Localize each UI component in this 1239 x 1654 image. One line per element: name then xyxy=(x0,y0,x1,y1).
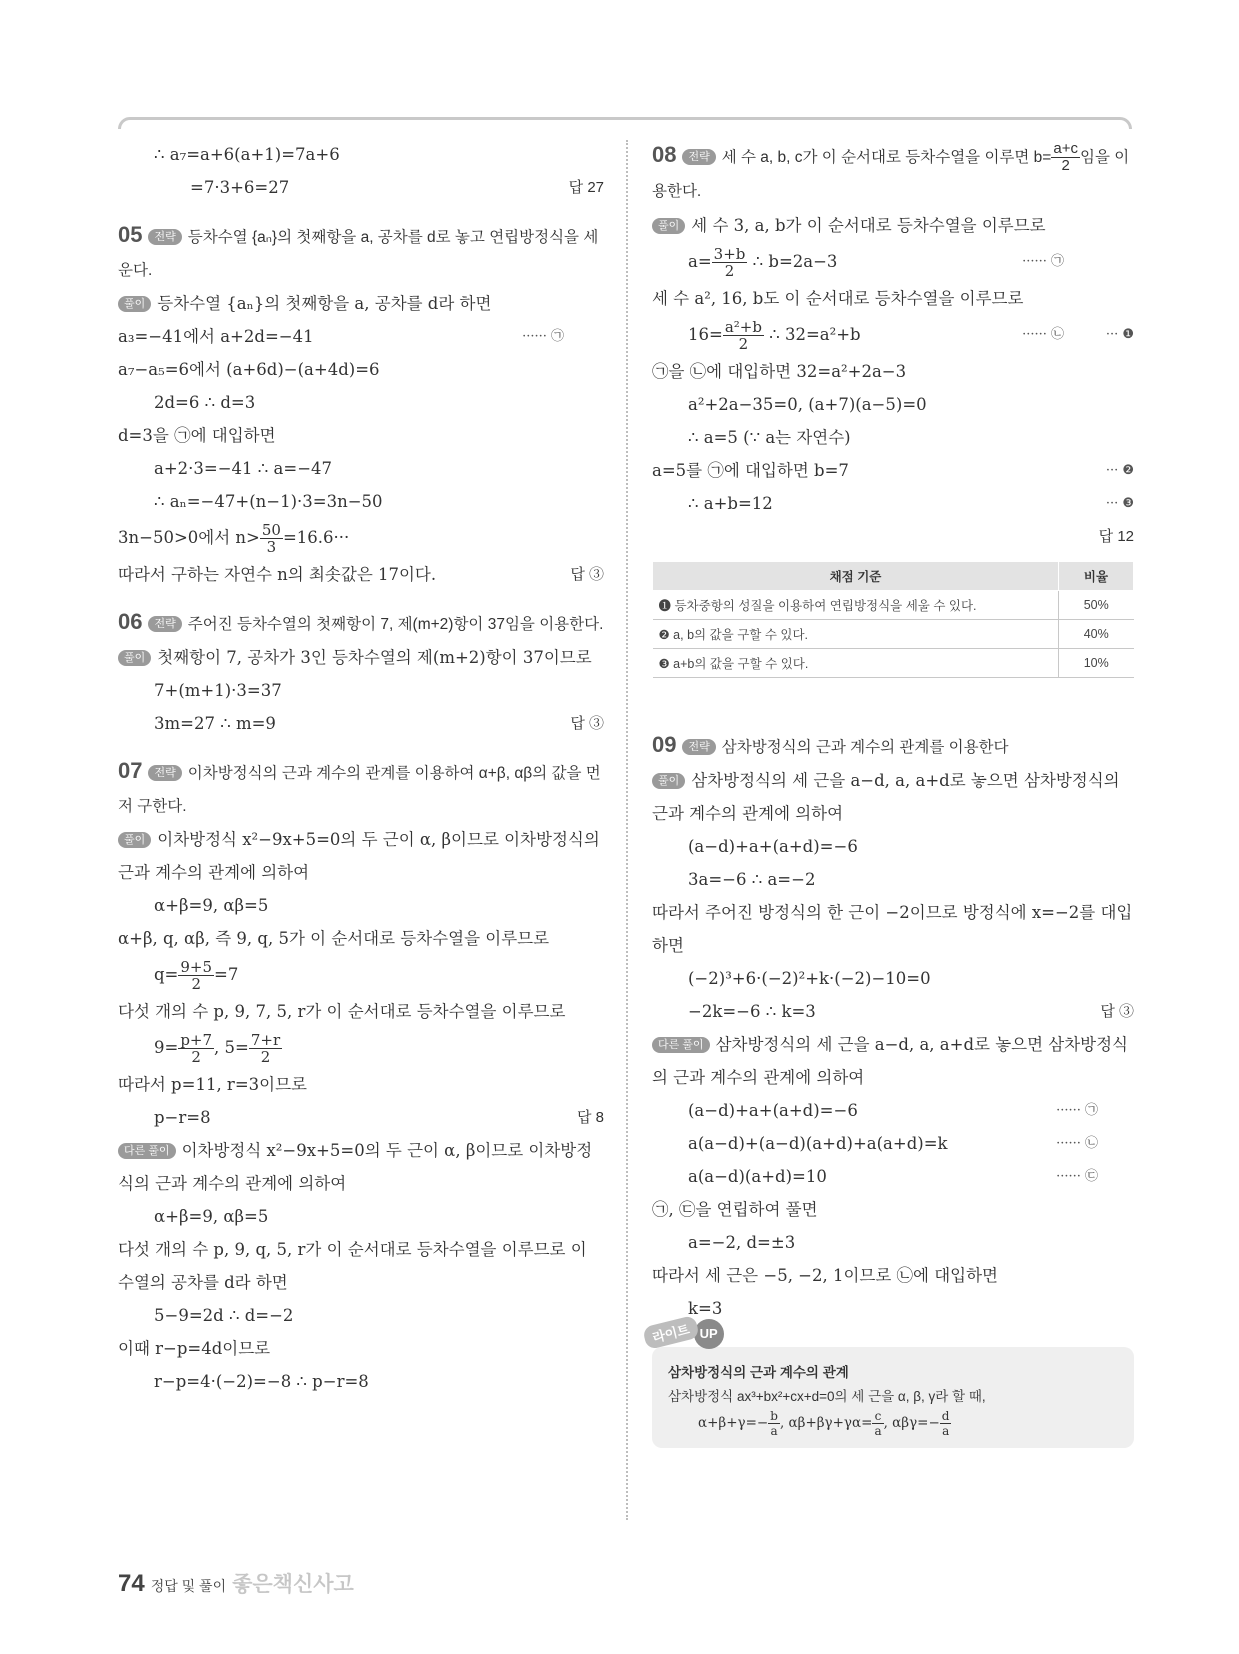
text: α+β=9, αβ=5 xyxy=(154,896,269,915)
text: −2k=−6 ∴ k=3 xyxy=(688,1002,816,1021)
column-header: 채점 기준 xyxy=(653,562,1059,591)
text: 다섯 개의 수 p, 9, 7, 5, r가 이 순서대로 등차수열을 이루므로 xyxy=(118,1002,566,1021)
tip-label-badge: UP xyxy=(694,1319,724,1349)
line xyxy=(652,863,1134,896)
line xyxy=(118,955,604,995)
text: 3n−50>0에서 n> xyxy=(118,528,260,547)
line xyxy=(652,520,1134,553)
line xyxy=(118,171,604,204)
text: a=−2, d=±3 xyxy=(688,1233,796,1252)
line xyxy=(118,922,604,955)
tip-label-text: 라이트 xyxy=(642,1315,700,1350)
watermark: 좋은책신사고 xyxy=(232,1573,354,1596)
text: a=5를 ㉠에 대입하면 b=7 xyxy=(652,461,849,480)
line xyxy=(118,1101,604,1134)
line xyxy=(652,1259,1134,1292)
numerator: 7+r xyxy=(250,1031,281,1049)
line xyxy=(652,487,1134,520)
line xyxy=(652,421,1134,454)
problem-08-strategy xyxy=(652,138,1134,209)
text: 삼차방정식의 세 근을 a−d, a, a+d로 놓으면 삼차방정식의 근과 계수의 관계에 의하여 xyxy=(652,1035,1128,1087)
text: ㉠을 ㉡에 대입하면 32=a²+2a−3 xyxy=(652,362,907,381)
numerator: 9+5 xyxy=(180,958,213,976)
problem-07-strategy xyxy=(118,754,604,823)
text: d=3을 ㉠에 대입하면 xyxy=(118,426,276,445)
text: (a−d)+a+(a+d)=−6 xyxy=(688,837,858,856)
text: ∴ a=5 (∵ a는 자연수) xyxy=(688,428,851,447)
text: ㉠, ㉢을 연립하여 풀면 xyxy=(652,1200,818,1219)
strategy-text: 임을 이용한다. xyxy=(652,149,1130,200)
text: 세 수 a², 16, b도 이 순서대로 등차수열을 이루므로 xyxy=(652,289,1024,308)
equation-label: ······ ㉢ xyxy=(1056,1169,1098,1184)
line xyxy=(118,823,604,889)
text: , αβγ=− xyxy=(883,1415,940,1431)
denominator: 3 xyxy=(266,538,277,556)
numerator: a²+b xyxy=(724,318,762,336)
text: =7 xyxy=(214,965,239,984)
fraction xyxy=(768,1409,780,1438)
text: 7+(m+1)·3=37 xyxy=(154,681,282,700)
text: a(a−d)+(a−d)(a+d)+a(a+d)=k xyxy=(688,1134,948,1153)
tip-box xyxy=(650,1321,1134,1448)
problem-05-strategy xyxy=(118,218,604,287)
table-cell: ❶ 등차중항의 성질을 이용하여 연립방정식을 세울 수 있다. xyxy=(653,591,1059,620)
strategy-tag: 전략 xyxy=(148,765,181,781)
line xyxy=(652,1127,1134,1160)
text: 다섯 개의 수 p, 9, q, 5, r가 이 순서대로 등차수열을 이루므로 이 수열의 공차를 d라 하면 xyxy=(118,1240,587,1292)
fraction xyxy=(178,959,214,992)
line xyxy=(652,282,1134,315)
solution-tag: 풀이 xyxy=(652,218,685,234)
line xyxy=(118,889,604,922)
table-cell: 40% xyxy=(1059,620,1134,649)
text: p−r=8 xyxy=(154,1108,211,1127)
text: α+β, q, αβ, 즉 9, q, 5가 이 순서대로 등차수열을 이루므로 xyxy=(118,929,550,948)
text: 3a=−6 ∴ a=−2 xyxy=(688,870,816,889)
problem-09-strategy xyxy=(652,728,1134,764)
numerator: b xyxy=(770,1409,778,1423)
text: 2d=6 ∴ d=3 xyxy=(154,393,256,412)
fraction xyxy=(249,1032,282,1065)
strategy-text: 등차수열 {aₙ}의 첫째항을 a, 공차를 d로 놓고 연립방정식을 세운다. xyxy=(118,229,599,279)
table-row xyxy=(653,620,1134,649)
line xyxy=(118,386,604,419)
denominator: 2 xyxy=(738,335,749,353)
text: 5−9=2d ∴ d=−2 xyxy=(154,1306,294,1325)
answer-mark: 답 8 xyxy=(577,1109,604,1126)
problem-number: 07 xyxy=(118,758,143,783)
line xyxy=(652,830,1134,863)
line xyxy=(118,1200,604,1233)
line xyxy=(652,1292,1134,1325)
line xyxy=(652,1028,1134,1094)
line xyxy=(118,1028,604,1068)
line xyxy=(118,287,604,320)
line xyxy=(652,1160,1134,1193)
table-cell: 50% xyxy=(1059,591,1134,620)
text: 이때 r−p=4d이므로 xyxy=(118,1339,271,1358)
problem-06-strategy xyxy=(118,605,604,641)
fraction xyxy=(178,1032,214,1065)
fraction xyxy=(260,522,283,555)
line xyxy=(652,1094,1134,1127)
solution-tag: 풀이 xyxy=(652,773,685,789)
text: q= xyxy=(154,965,179,984)
text: 따라서 구하는 자연수 n의 최솟값은 17이다. xyxy=(118,565,437,584)
text: a= xyxy=(688,252,712,271)
denominator: 2 xyxy=(1061,157,1070,175)
line xyxy=(118,452,604,485)
strategy-tag: 전략 xyxy=(148,229,181,245)
text: , 5= xyxy=(214,1038,249,1057)
denominator: 2 xyxy=(191,1048,201,1066)
tip-title: 삼차방정식의 근과 계수의 관계 xyxy=(668,1365,849,1380)
text: ∴ b=2a−3 xyxy=(747,252,838,271)
denominator: 2 xyxy=(260,1048,271,1066)
equation-label: ······ ㉠ xyxy=(522,329,564,344)
line xyxy=(652,764,1134,830)
right-column xyxy=(652,138,1134,1448)
tip-label xyxy=(644,1319,724,1349)
line xyxy=(652,355,1134,388)
answer-mark: 답 27 xyxy=(568,179,604,196)
top-border xyxy=(118,117,1132,129)
grading-table xyxy=(652,561,1134,678)
denominator: a xyxy=(770,1424,778,1438)
text: ∴ aₙ=−47+(n−1)·3=3n−50 xyxy=(154,492,383,511)
text: 삼차방정식의 세 근을 a−d, a, a+d로 놓으면 삼차방정식의 근과 계수의 관계에 의하여 xyxy=(652,771,1120,823)
equation-label: ······ ㉡ xyxy=(1022,327,1064,342)
line xyxy=(118,1068,604,1101)
equation-label: ······ ㉡ xyxy=(1056,1136,1098,1151)
problem-number: 08 xyxy=(652,142,677,167)
score-step-mark: ··· ❷ xyxy=(1105,463,1134,478)
text: r−p=4·(−2)=−8 ∴ p−r=8 xyxy=(154,1372,369,1391)
line xyxy=(652,388,1134,421)
line xyxy=(652,1193,1134,1226)
text: 9= xyxy=(154,1038,179,1057)
strategy-text: 세 수 a, b, c가 이 순서대로 등차수열을 이루면 b= xyxy=(721,149,1052,166)
alt-solution-tag: 다른 풀이 xyxy=(652,1037,710,1053)
solution-tag: 풀이 xyxy=(118,296,151,312)
text: , αβ+βγ+γα= xyxy=(779,1415,873,1431)
problem-number: 06 xyxy=(118,609,143,634)
answer-mark: 답 ③ xyxy=(570,715,604,732)
line xyxy=(118,1365,604,1398)
line xyxy=(652,962,1134,995)
table-cell: ❸ a+b의 값을 구할 수 있다. xyxy=(653,649,1059,678)
strategy-text: 삼차방정식의 근과 계수의 관계를 이용한다 xyxy=(721,739,1009,756)
text: 첫째항이 7, 공차가 3인 등차수열의 제(m+2)항이 37이므로 xyxy=(157,648,592,667)
text: 따라서 p=11, r=3이므로 xyxy=(118,1075,307,1094)
line xyxy=(652,209,1134,242)
numerator: 3+b xyxy=(713,245,746,263)
line xyxy=(118,1233,604,1299)
fraction xyxy=(872,1409,883,1438)
line xyxy=(652,1226,1134,1259)
text: 세 수 3, a, b가 이 순서대로 등차수열을 이루므로 xyxy=(691,216,1046,235)
strategy-text: 주어진 등차수열의 첫째항이 7, 제(m+2)항이 37임을 이용한다. xyxy=(187,616,604,633)
left-column xyxy=(118,138,604,1398)
text: k=3 xyxy=(688,1299,723,1318)
strategy-tag: 전략 xyxy=(682,149,715,165)
line xyxy=(118,641,604,674)
text: 등차수열 {aₙ}의 첫째항을 a, 공차를 d라 하면 xyxy=(157,294,492,313)
fraction xyxy=(712,246,748,279)
strategy-tag: 전략 xyxy=(682,739,715,755)
text: (a−d)+a+(a+d)=−6 xyxy=(688,1101,858,1120)
text: (−2)³+6·(−2)²+k·(−2)−10=0 xyxy=(688,969,931,988)
denominator: 2 xyxy=(191,975,201,993)
text: a₃=−41에서 a+2d=−41 xyxy=(118,327,314,346)
text: a+2·3=−41 ∴ a=−47 xyxy=(154,459,333,478)
text: α+β+γ=− xyxy=(698,1415,769,1431)
table-row xyxy=(653,649,1134,678)
line xyxy=(118,518,604,558)
text: 16= xyxy=(688,325,723,344)
math-line: =7·3+6=27 xyxy=(190,178,290,197)
text: ∴ 32=a²+b xyxy=(763,325,861,344)
problem-number: 05 xyxy=(118,222,143,247)
text: 따라서 세 근은 −5, −2, 1이므로 ㉡에 대입하면 xyxy=(652,1266,998,1285)
column-divider xyxy=(626,140,628,1520)
line xyxy=(118,1134,604,1200)
page-number: 74 xyxy=(118,1570,145,1597)
footer-title: 정답 및 풀이 xyxy=(150,1578,227,1594)
line xyxy=(652,242,1134,282)
answer-mark: 답 ③ xyxy=(570,566,604,583)
solution-tag: 풀이 xyxy=(118,832,151,848)
strategy-text: 이차방정식의 근과 계수의 관계를 이용하여 α+β, αβ의 값을 먼저 구한다. xyxy=(118,765,601,815)
numerator: p+7 xyxy=(180,1031,213,1049)
table-row xyxy=(653,591,1134,620)
text: 따라서 주어진 방정식의 한 근이 −2이므로 방정식에 x=−2를 대입하면 xyxy=(652,903,1133,955)
text: a(a−d)(a+d)=10 xyxy=(688,1167,827,1186)
table-cell: ❷ a, b의 값을 구할 수 있다. xyxy=(653,620,1059,649)
text: ∴ a+b=12 xyxy=(688,494,773,513)
answer-mark: 답 12 xyxy=(1098,528,1134,545)
alt-solution-tag: 다른 풀이 xyxy=(118,1143,176,1159)
line xyxy=(652,315,1134,355)
line xyxy=(118,707,604,740)
text: =16.6··· xyxy=(282,528,350,547)
text: α+β=9, αβ=5 xyxy=(154,1207,269,1226)
text: a₇−a₅=6에서 (a+6d)−(a+4d)=6 xyxy=(118,360,380,379)
answer-mark: 답 ③ xyxy=(1100,1003,1134,1020)
text: a²+2a−35=0, (a+7)(a−5)=0 xyxy=(688,395,927,414)
score-step-mark: ··· ❸ xyxy=(1105,496,1134,511)
text: 이차방정식 x²−9x+5=0의 두 근이 α, β이므로 이차방정식의 근과 계수의 관계에 의하여 xyxy=(118,1141,593,1193)
numerator: c xyxy=(872,1409,883,1424)
score-step-mark: ··· ❶ xyxy=(1105,327,1134,342)
equation-label: ······ ㉠ xyxy=(1022,254,1064,269)
line xyxy=(652,995,1134,1028)
solution-tag: 풀이 xyxy=(118,650,151,666)
fraction xyxy=(1051,141,1080,174)
column-header: 비율 xyxy=(1059,562,1134,591)
equation-label: ······ ㉠ xyxy=(1056,1103,1098,1118)
line xyxy=(652,454,1134,487)
line xyxy=(118,419,604,452)
line xyxy=(118,995,604,1028)
line xyxy=(118,320,604,353)
tip-text: 삼차방정식 ax³+bx²+cx+d=0의 세 근을 α, β, γ라 할 때, xyxy=(668,1389,986,1404)
table-cell: 10% xyxy=(1059,649,1134,678)
fraction xyxy=(940,1409,952,1438)
numerator: 50 xyxy=(261,521,281,539)
line xyxy=(118,138,604,171)
line xyxy=(118,1299,604,1332)
line xyxy=(118,1332,604,1365)
fraction xyxy=(723,319,764,352)
denominator: 2 xyxy=(724,262,735,280)
page-footer xyxy=(118,1568,354,1598)
line xyxy=(118,485,604,518)
line xyxy=(118,558,604,591)
text: 3m=27 ∴ m=9 xyxy=(154,714,276,733)
line xyxy=(652,896,1134,962)
denominator: a xyxy=(942,1424,950,1438)
line xyxy=(118,353,604,386)
table-header-row xyxy=(653,562,1134,591)
numerator: d xyxy=(941,1409,950,1423)
math-line: ∴ a₇=a+6(a+1)=7a+6 xyxy=(154,145,340,164)
text: 이차방정식 x²−9x+5=0의 두 근이 α, β이므로 이차방정식의 근과 계수의 관계에 의하여 xyxy=(118,830,600,882)
tip-formula xyxy=(668,1409,1118,1438)
numerator: a+c xyxy=(1053,140,1078,158)
line xyxy=(118,674,604,707)
strategy-tag: 전략 xyxy=(148,616,181,632)
denominator: a xyxy=(874,1424,882,1438)
problem-number: 09 xyxy=(652,732,677,757)
